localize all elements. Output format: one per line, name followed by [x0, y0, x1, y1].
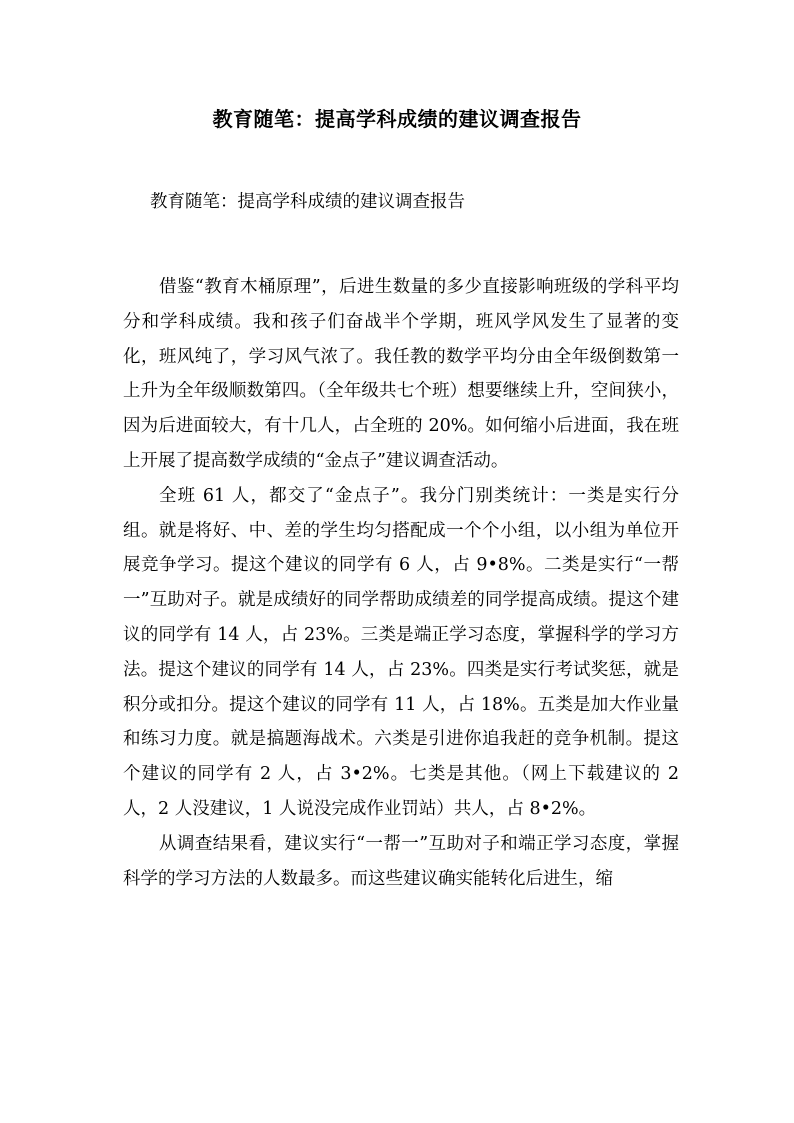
- body-paragraph-1: 借鉴“教育木桶原理”，后进生数量的多少直接影响班级的学科平均分和学科成绩。我和孩子们奋战半个学期，班风学风发生了显著的变化，班风纯了，学习风气浓了。我任教的数学平均分由全年级倒数第一上升为全年级顺数第四。（全年级共七个班）想要继续上升，空间狭小，因为后进面较大，有十几人，占全班的 20%。如何缩小后进面，我在班上开展了提高数学成绩的“金点子”建议调查活动。: [123, 277, 679, 471]
- body-paragraph-3: 从调查结果看，建议实行“一帮一”互助对子和端正学习态度，掌握科学的学习方法的人数最多。而这些建议确实能转化后进生，缩: [123, 833, 679, 889]
- document-subtitle: 教育随笔：提高学科成绩的建议调查报告: [150, 192, 465, 212]
- document-title: 教育随笔：提高学科成绩的建议调查报告: [212, 107, 582, 131]
- body-paragraph-2: 全班 61 人，都交了“金点子”。我分门别类统计：一类是实行分组。就是将好、中、差的学生均匀搭配成一个个小组，以小组为单位开展竞争学习。提这个建议的同学有 6 人，占 9•8%。二类是实行“一帮一”互助对子。就是成绩好的同学帮助成绩差的同学提高成绩。提这个建议的同学有 14 人，占 23%。三类是端正学习态度，掌握科学的学习方法。提这个建议的同学有 14 人，占 23%。四类是实行考试奖惩，就是积分或扣分。提这个建议的同学有 11 人，占 18%。五类是加大作业量和练习力度。就是搞题海战术。六类是引进你追我赶的竞争机制。提这个建议的同学有 2 人，占 3•2%。七类是其他。（网上下载建议的 2 人，2 人没建议，1 人说没完成作业罚站）共人，占 8•2%。: [123, 485, 679, 819]
- document-body: [123, 270, 679, 896]
